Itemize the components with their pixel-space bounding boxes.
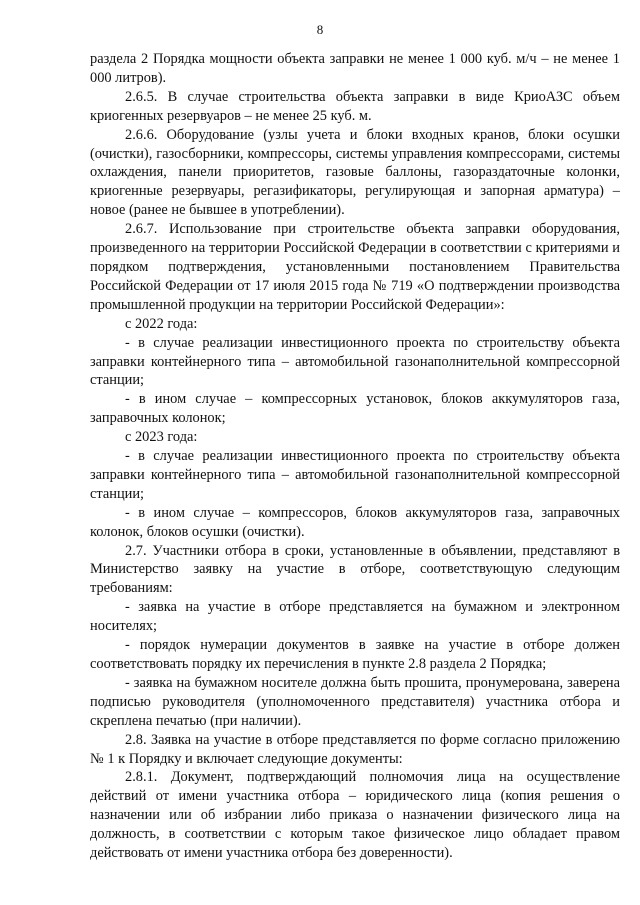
document-body: [90, 50, 620, 863]
paragraph-from-2022: с 2022 года:: [125, 315, 198, 332]
paragraph-2-7: 2.7. Участники отбора в сроки, установленные в объявлении, представляют в Министерство заявку на участие в отборе, соответствующую следующим требованиям:: [90, 542, 620, 597]
paragraph-2-6-6: 2.6.6. Оборудование (узлы учета и блоки входных кранов, блоки осушки (очистки), газосборники, компрессоры, системы управления компрессорами, системы охлаждения, панели приоритетов, газовые баллоны, газораздаточные колонки, криогенные резервуары, регазификаторы, регулирующая и запорная арматура) – новое (ранее не бывшее в употреблении).: [90, 126, 620, 219]
paragraph-2-8-1: 2.8.1. Документ, подтверждающий полномочия лица на осуществление действий от имени участника отбора – юридического лица (копия решения о назначении или об избрании либо приказа о назначении физического лица на должность, в соответствии с которым такое физическое лицо обладает правом действовать от имени участника отбора без доверенности).: [90, 769, 620, 862]
paragraph-2-8: 2.8. Заявка на участие в отборе представляется по форме согласно приложению № 1 к Порядку и включает следующие документы:: [90, 731, 620, 767]
list-item-2022-other: - в ином случае – компрессорных установок, блоков аккумуляторов газа, заправочных колонок;: [90, 391, 620, 427]
list-item-2023-other: - в ином случае – компрессоров, блоков аккумуляторов газа, заправочных колонок, блоков осушки (очистки).: [90, 504, 620, 540]
list-item-2022-investment: - в случае реализации инвестиционного проекта по строительству объекта заправки контейнерного типа – автомобильной газонаполнительной компрессорной станции;: [90, 334, 620, 389]
list-item-media: - заявка на участие в отборе представляется на бумажном и электронном носителях;: [90, 599, 620, 635]
paragraph-2-6-5: 2.6.5. В случае строительства объекта заправки в виде КриоАЗС объем криогенных резервуаров – не менее 25 куб. м.: [90, 88, 620, 124]
paragraph-from-2023: с 2023 года:: [125, 429, 198, 446]
list-item-paper-binding: - заявка на бумажном носителе должна быть прошита, пронумерована, заверена подписью руководителя (уполномоченного представителя) участника отбора и скреплена печатью (при наличии).: [90, 674, 620, 729]
paragraph-2-6-7: 2.6.7. Использование при строительстве объекта заправки оборудования, произведенного на территории Российской Федерации в соответствии с критериями и порядком подтверждения, установленными постановлением Правительства Российской Федерации от 17 июля 2015 года № 719 «О подтверждении производства промышленной продукции на территории Российской Федерации»:: [90, 221, 620, 313]
page-number: 8: [316, 22, 324, 37]
paragraph-continuation: раздела 2 Порядка мощности объекта заправки не менее 1 000 куб. м/ч – не менее 1 000 литров).: [90, 51, 620, 86]
list-item-2023-investment: - в случае реализации инвестиционного проекта по строительству объекта заправки контейнерного типа – автомобильной газонаполнительной компрессорной станции;: [90, 448, 620, 502]
list-item-numbering: - порядок нумерации документов в заявке на участие в отборе должен соответствовать порядку их перечисления в пункте 2.8 раздела 2 Порядка;: [90, 637, 620, 672]
